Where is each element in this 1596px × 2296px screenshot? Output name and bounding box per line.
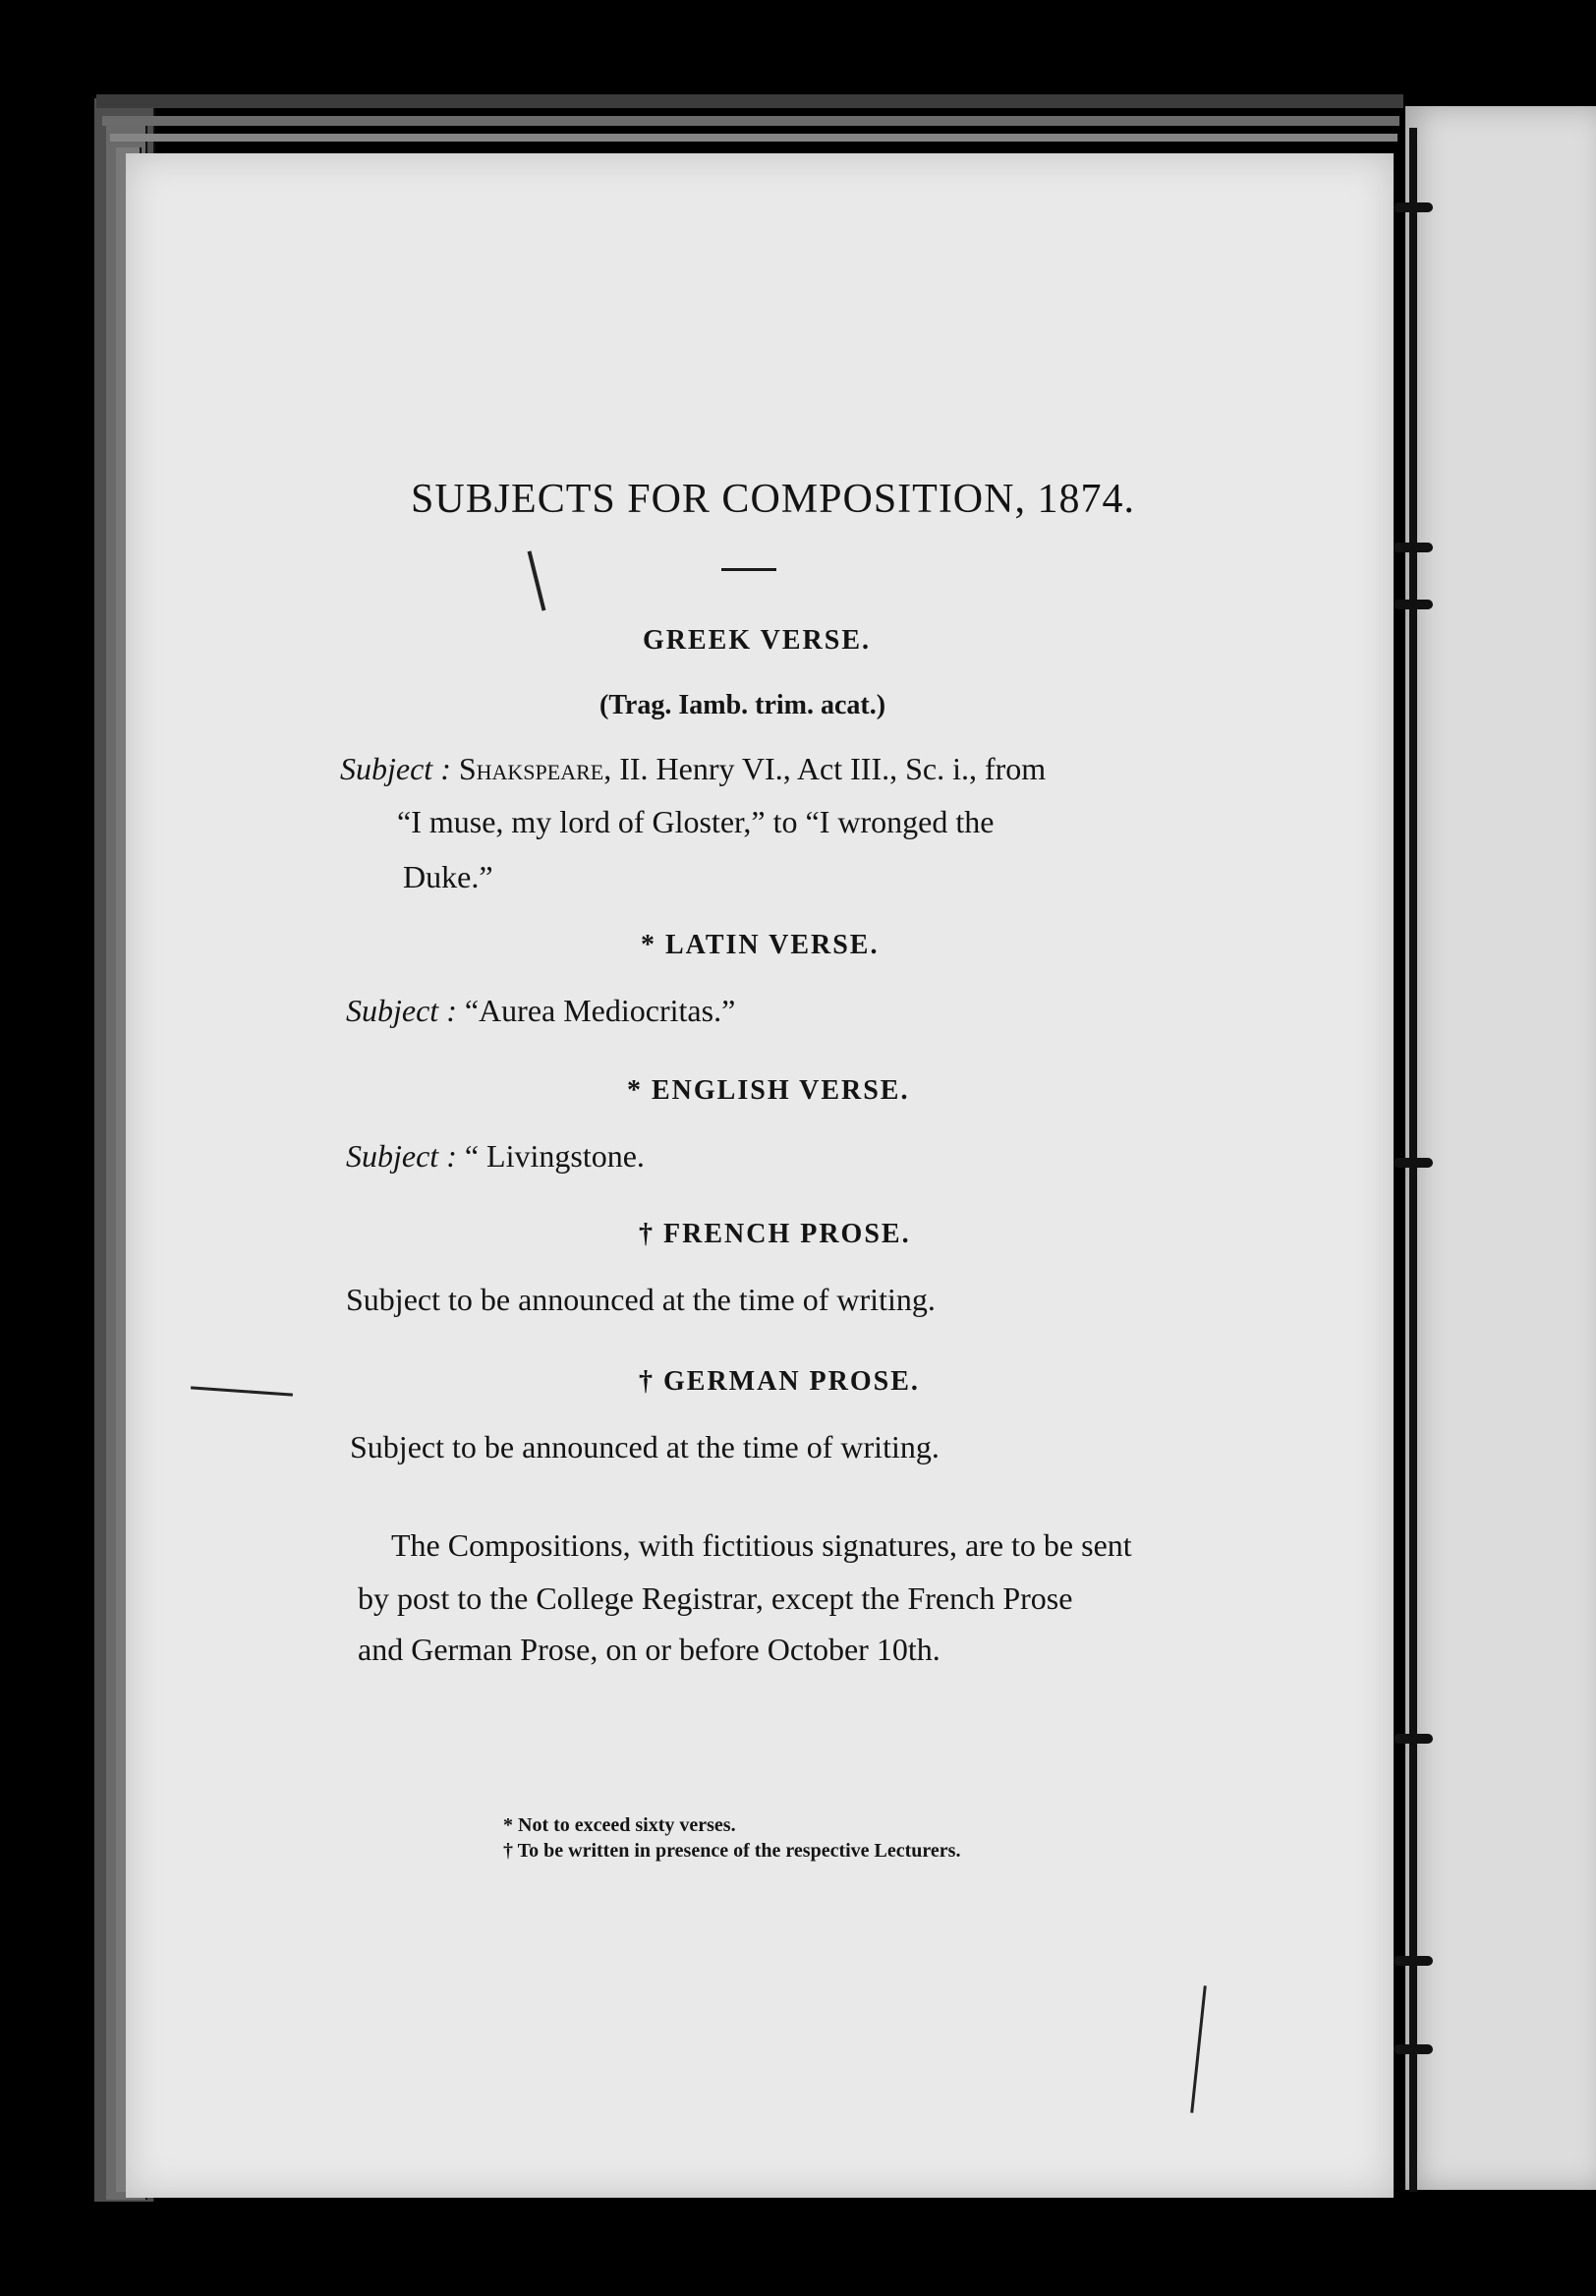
subject-author: Shakspeare, xyxy=(458,751,612,786)
greek-subject-line-3: Duke.” xyxy=(403,859,493,894)
subject-text: II. Henry VI., Act III., Sc. i., from xyxy=(619,751,1047,786)
greek-meter: (Trag. Iamb. trim. acat.) xyxy=(599,690,886,720)
french-text: Subject to be announced at the time of writing. xyxy=(346,1282,936,1317)
title-rule xyxy=(721,568,776,571)
english-subject xyxy=(346,1138,645,1175)
subject-label: Subject : xyxy=(346,1138,457,1174)
binding-stitch xyxy=(1394,1158,1433,1168)
footnote-dagger: † To be written in presence of the respective Lecturers. xyxy=(503,1840,961,1862)
section-heading-latin: * LATIN VERSE. xyxy=(641,930,880,960)
binding-stitch xyxy=(1394,543,1433,552)
footnote-star: * Not to exceed sixty verses. xyxy=(503,1814,736,1836)
adjacent-page xyxy=(1405,106,1596,2190)
section-heading-greek: GREEK VERSE. xyxy=(643,625,871,656)
binding-stitch xyxy=(1394,202,1433,212)
german-text: Subject to be announced at the time of writing. xyxy=(350,1429,940,1464)
binding-stitch xyxy=(1394,1734,1433,1744)
greek-subject-line-1 xyxy=(340,751,1046,787)
section-heading-english: * ENGLISH VERSE. xyxy=(627,1075,910,1106)
subject-label: Subject : xyxy=(346,993,457,1028)
binding-stitch xyxy=(1394,600,1433,609)
section-heading-german: † GERMAN PROSE. xyxy=(639,1366,920,1397)
notice-line-3: and German Prose, on or before October 10th. xyxy=(358,1632,940,1667)
page-edge-top xyxy=(110,134,1397,142)
page-edge-top xyxy=(96,94,1403,108)
document-page xyxy=(126,153,1394,2198)
binding-stitch xyxy=(1394,1956,1433,1966)
binding-stitch xyxy=(1394,2044,1433,2054)
subject-label: Subject : xyxy=(340,751,451,786)
latin-subject xyxy=(346,993,735,1029)
greek-subject-line-2: “I muse, my lord of Gloster,” to “I wronged the xyxy=(397,804,995,839)
notice-line-1: The Compositions, with fictitious signatures, are to be sent xyxy=(391,1527,1132,1563)
section-heading-french: † FRENCH PROSE. xyxy=(639,1219,911,1249)
subject-text: “ Livingstone. xyxy=(464,1138,645,1174)
notice-line-2: by post to the College Registrar, except the French Prose xyxy=(358,1580,1073,1616)
page-title: SUBJECTS FOR COMPOSITION, 1874. xyxy=(411,477,1135,522)
subject-text: “Aurea Mediocritas.” xyxy=(464,993,736,1028)
page-edge-top xyxy=(102,116,1399,126)
